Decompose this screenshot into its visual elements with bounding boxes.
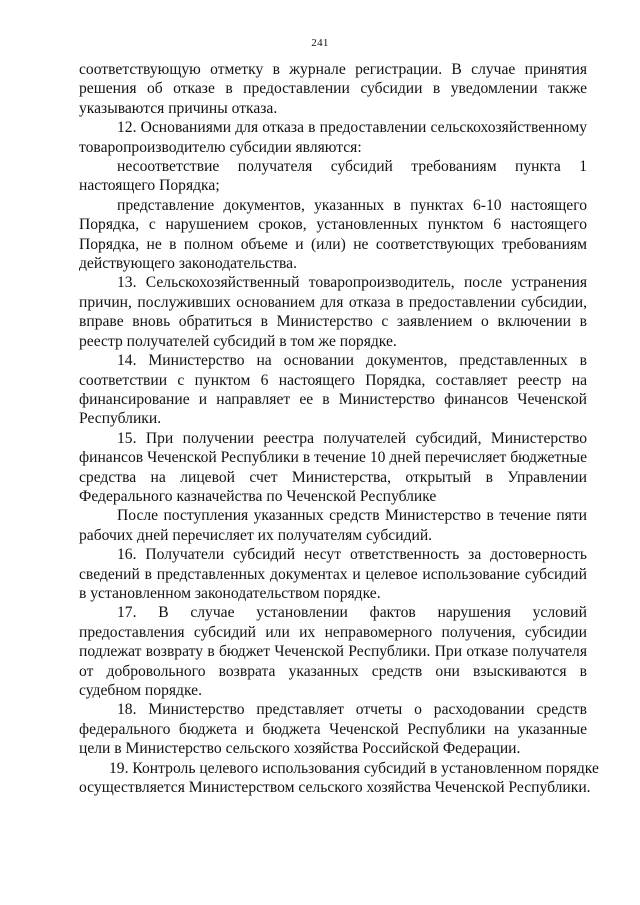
paragraph-15-continued: После поступления указанных средств Министерство в течение пяти рабочих дней перечисляет их получателям субсидий.: [79, 507, 587, 544]
paragraph-12: 12. Основаниями для отказа в предоставлении сельскохозяйственному товаропроизводителю субсидии являются:: [79, 119, 587, 156]
paragraph-14: 14. Министерство на основании документов, представленных в соответствии с пунктом 6 настоящего Порядка, составляет реестр на финансирование и направляет ее в Министерство финансов Чеченской Республики.: [79, 352, 587, 428]
page-number: 241: [311, 37, 329, 49]
document-body: [79, 60, 599, 797]
paragraph-15: 15. При получении реестра получателей субсидий, Министерство финансов Чеченской Республики в течение 10 дней перечисляет бюджетные средства на лицевой счет Министерства, открытый в Управлении Федерального казначейства по Чеченской Республике: [79, 429, 587, 505]
paragraph-12-item-1: несоответствие получателя субсидий требованиям пункта 1 настоящего Порядка;: [79, 158, 587, 195]
paragraph-19: 19. Контроль целевого использования субсидий в установленном порядке осуществляется Министерством сельского хозяйства Чеченской Республики.: [79, 759, 599, 797]
paragraph-17: 17. В случае установлении фактов нарушения условий предоставления субсидий или их неправомерного получения, субсидии подлежат возврату в бюджет Чеченской Республики. При отказе получателя от добровольного возврата указанных средств они взыскиваются в судебном порядке.: [79, 604, 587, 699]
paragraph-continuation: соответствующую отметку в журнале регистрации. В случае принятия решения об отказе в предоставлении субсидии в уведомлении также указываются причины отказа.: [79, 61, 587, 117]
paragraph-13: 13. Сельскохозяйственный товаропроизводитель, после устранения причин, послуживших основанием для отказа в предоставлении субсидии, вправе вновь обратиться в Министерство с заявлением о включении в реестр получателей субсидий в том же порядке.: [79, 274, 587, 350]
paragraph-18: 18. Министерство представляет отчеты о расходовании средств федерального бюджета и бюджета Чеченской Республики на указанные цели в Министерство сельского хозяйства Российской Федерации.: [79, 701, 587, 758]
paragraph-12-item-2: представление документов, указанных в пунктах 6-10 настоящего Порядка, с нарушением сроков, установленных пунктом 6 настоящего Порядка, не в полном объеме и (или) не соответствующих требованиям действующего законодательства.: [79, 196, 587, 273]
paragraph-16: 16. Получатели субсидий несут ответственность за достоверность сведений в представленных документах и целевое использование субсидий в установленном законодательством порядке.: [79, 546, 587, 602]
